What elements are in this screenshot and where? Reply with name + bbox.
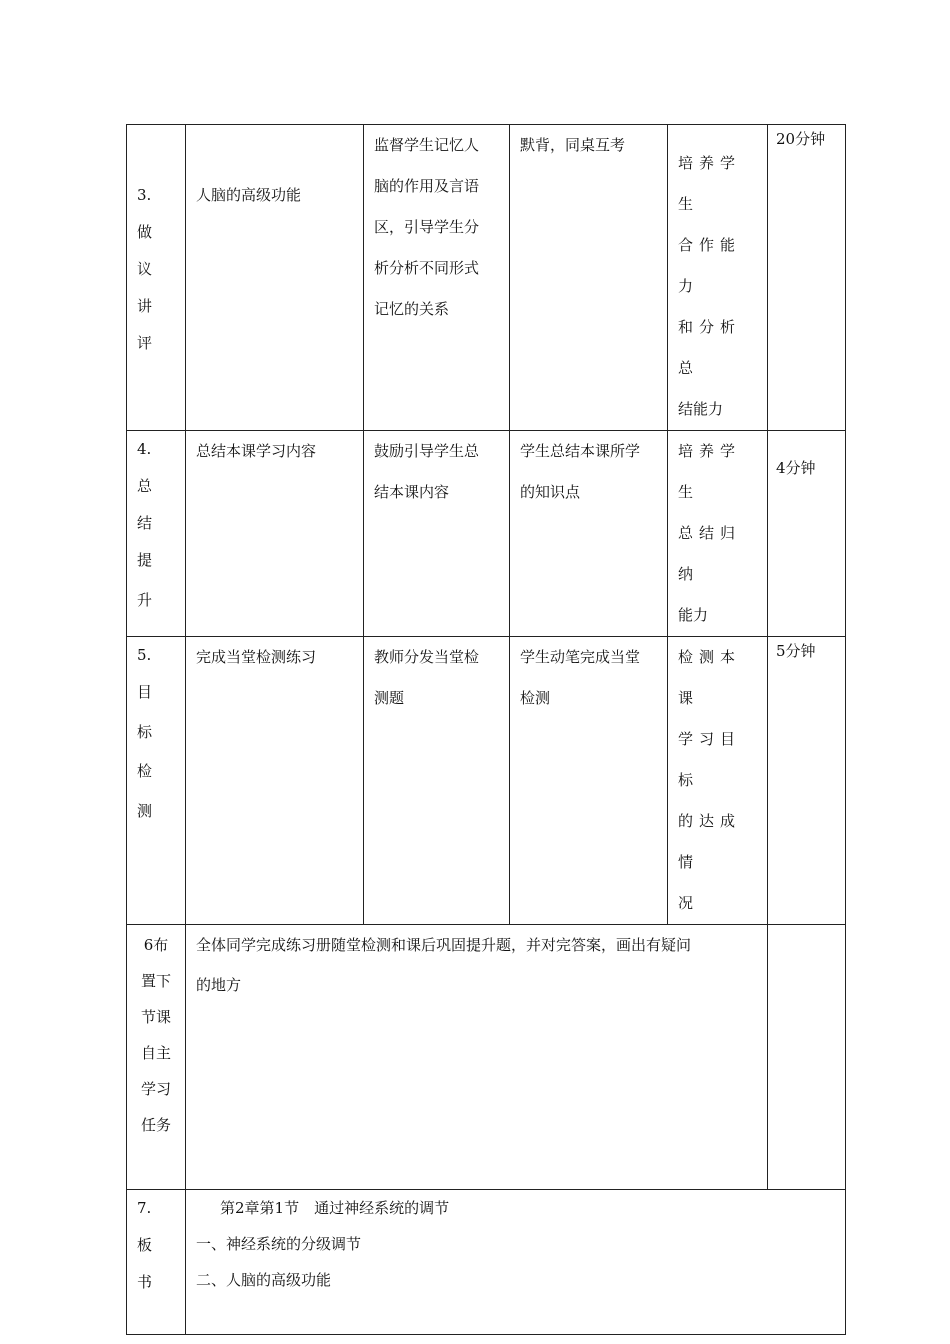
stage-char: 总 <box>137 477 153 495</box>
stage-cell <box>127 925 186 1190</box>
stage-char: 评 <box>137 334 153 352</box>
content-text: 人脑的高级功能 <box>196 186 302 204</box>
goal-line: 检测本课 <box>678 648 742 707</box>
goal-cell <box>668 431 768 637</box>
teacher-activity-cell <box>364 125 510 431</box>
student-activity-cell <box>510 125 668 431</box>
time-cell <box>768 431 846 637</box>
goal-line: 培养学生 <box>678 154 742 213</box>
content-text: 总结本课学习内容 <box>196 442 317 460</box>
teacher-line: 区，引导学生分 <box>374 218 480 236</box>
time-cell <box>768 125 846 431</box>
stage-char: 目 <box>137 683 153 701</box>
stage-cell <box>127 637 186 925</box>
lesson-plan-table <box>126 124 846 1335</box>
goal-line: 合作能力 <box>678 236 742 295</box>
stage-char: 自主 <box>140 1044 171 1062</box>
stage-char: 标 <box>137 723 153 741</box>
time-text: 20分钟 <box>776 130 826 148</box>
board-line: 二、人脑的高级功能 <box>196 1271 332 1289</box>
teacher-activity-cell <box>364 431 510 637</box>
table-row-board <box>127 1190 846 1335</box>
content-cell <box>186 125 364 431</box>
student-activity-cell <box>510 637 668 925</box>
teacher-line: 记忆的关系 <box>374 300 450 318</box>
time-cell <box>768 637 846 925</box>
goal-cell <box>668 125 768 431</box>
stage-char: 7. <box>137 1199 152 1217</box>
teacher-line: 测题 <box>374 689 405 707</box>
goal-line: 的达成情 <box>678 812 742 871</box>
stage-char: 提 <box>137 551 153 569</box>
content-cell <box>186 637 364 925</box>
teacher-line: 监督学生记忆人 <box>374 136 480 154</box>
stage-char: 任务 <box>140 1116 171 1134</box>
student-line: 检测 <box>520 689 551 707</box>
board-line: 一、神经系统的分级调节 <box>196 1235 362 1253</box>
stage-char: 结 <box>137 514 153 532</box>
time-text: 4分钟 <box>776 459 816 477</box>
content-cell <box>186 431 364 637</box>
stage-char: 置下 <box>140 972 171 990</box>
stage-char: 6布 <box>143 936 169 954</box>
stage-char: 5. <box>137 646 152 664</box>
stage-char: 4. <box>137 440 152 458</box>
homework-line: 全体同学完成练习册随堂检测和课后巩固提升题，并对完答案，画出有疑问 <box>196 936 692 954</box>
content-text: 完成当堂检测练习 <box>196 648 317 666</box>
homework-text-cell <box>186 925 768 1190</box>
homework-line: 的地方 <box>196 976 242 994</box>
goal-line: 学习目标 <box>678 730 742 789</box>
goal-cell <box>668 637 768 925</box>
goal-line: 培养学生 <box>678 442 742 501</box>
student-text: 默背，同桌互考 <box>520 136 626 154</box>
empty-time-cell <box>768 925 846 1190</box>
table-row <box>127 637 846 925</box>
stage-char: 升 <box>137 591 153 609</box>
stage-char: 节课 <box>140 1008 171 1026</box>
board-text-cell <box>186 1190 846 1335</box>
goal-line: 总结归纳 <box>678 524 742 583</box>
student-activity-cell <box>510 431 668 637</box>
stage-char: 3. <box>137 186 152 204</box>
goal-line: 结能力 <box>678 400 724 418</box>
teacher-line: 结本课内容 <box>374 483 450 501</box>
student-line: 的知识点 <box>520 483 581 501</box>
stage-char: 测 <box>137 802 153 820</box>
stage-char: 做 <box>137 223 153 241</box>
stage-char: 板 <box>137 1236 153 1254</box>
teacher-activity-cell <box>364 637 510 925</box>
table-row <box>127 125 846 431</box>
table-row <box>127 431 846 637</box>
goal-line: 能力 <box>678 606 709 624</box>
stage-char: 检 <box>137 762 153 780</box>
stage-cell <box>127 1190 186 1335</box>
stage-char: 议 <box>137 260 153 278</box>
teacher-line: 教师分发当堂检 <box>374 648 480 666</box>
board-heading: 第2章第1节 通过神经系统的调节 <box>220 1199 450 1217</box>
teacher-line: 脑的作用及言语 <box>374 177 480 195</box>
goal-line: 和分析总 <box>678 318 742 377</box>
teacher-line: 析分析不同形式 <box>374 259 480 277</box>
stage-char: 学习 <box>140 1080 171 1098</box>
student-line: 学生总结本课所学 <box>520 442 641 460</box>
table-row-homework <box>127 925 846 1190</box>
stage-cell <box>127 431 186 637</box>
student-line: 学生动笔完成当堂 <box>520 648 641 666</box>
time-text: 5分钟 <box>776 642 816 660</box>
stage-cell <box>127 125 186 431</box>
goal-line: 况 <box>678 894 694 912</box>
teacher-line: 鼓励引导学生总 <box>374 442 480 460</box>
stage-char: 讲 <box>137 297 153 315</box>
stage-char: 书 <box>137 1273 153 1291</box>
